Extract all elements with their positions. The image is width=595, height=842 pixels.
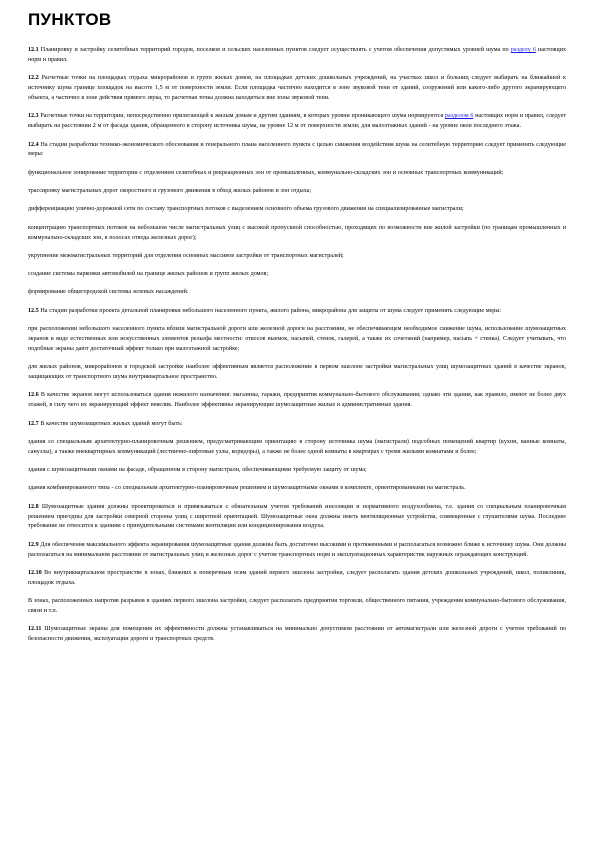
list-item-street-network: дифференциацию улично-дорожной сети по составу транспортных потоков с выделением основного объема грузового движения на специализированные магистрали;: [28, 206, 464, 213]
clause-number: 12.10: [28, 569, 42, 576]
paragraph-text: Планировку и застройку селитебных территорий городов, поселков и сельских населенных пунктов следует осуществлять с учетом обеспечения допустимых уровней шума по: [38, 47, 511, 53]
paragraph-text: настоящих норм и правил.: [28, 47, 566, 63]
section-6-link[interactable]: разделу 6: [510, 47, 536, 53]
paragraph-12-1: [28, 46, 566, 66]
paragraph-12-8: [28, 503, 566, 533]
paragraph-12-10: [28, 569, 566, 589]
clause-number: 12.3: [28, 113, 39, 120]
list-item-combined-type: здания комбинированного типа - со специальным архитектурно-планировочным решением и шумозащитными окнами в комплекте, ориентированными на магистраль.: [28, 485, 466, 492]
list-item-residential-districts: для жилых районов, микрорайонов в городской застройке наиболее эффективным является расположение в первом эшелоне застройки магистральных улиц шумозащитных зданий в качестве экранов, защищающих от транспортного шума внутриквартальное пространство.: [28, 364, 566, 381]
clause-number: 12.11: [28, 626, 42, 633]
paragraph-text: На стадии разработки технико-экономического обоснования и генерального плана населенного пункта с целью снижения воздействия шума на селитебную территорию следует применять следующие меры:: [28, 141, 566, 158]
paragraph-text: В качестве экранов могут использоваться здания нежилого назначения: магазины, гаражи, предприятия коммунально-бытового обслуживания; однако эти здания, как правило, имеют не более двух этажей, в силу чего их экранирующий эффект невелик. Наиболее эффективны экранирующие шумозащитные жилые и административные здания.: [28, 392, 566, 409]
clause-number: 12.5: [28, 307, 39, 314]
list-item-small-settlement: при расположении небольшого населенного пункта вблизи магистральной дороги или железной дороги на расстоянии, не обеспечивающем необходимое снижение шума, использование шумозащитных экранов в виде естественных или искусственных элементов рельефа местности: откосов выемок, насыпей, стенок, галерей, а также их сочетаний (например, насыпь + стенка). Следует учитывать, что подобные экраны дают достаточный эффект только при малоэтажной застройке;: [28, 326, 566, 352]
list-item-parking: создание системы парковки автомобилей на границе жилых районов и групп жилых домов;: [28, 271, 269, 278]
paragraph-text: В качестве шумозащитных жилых зданий могут быть:: [38, 420, 183, 427]
clause-number: 12.7: [28, 420, 39, 427]
paragraph-gaps-zones: В зонах, расположенных напротив разрывов в зданиях первого эшелона застройки, следует располагать предприятия торговли, общественного питания, учреждения коммунально-бытового обслуживания, связи и т.п.: [28, 598, 566, 615]
list-item-green-spaces: формирование общегородской системы зеленых насаждений.: [28, 289, 189, 296]
clause-number: 12.2: [28, 75, 39, 82]
paragraph-12-9: [28, 541, 566, 561]
paragraph-12-6: [28, 391, 566, 411]
paragraph-text: настоящих норм и правил, следует выбирать на расстоянии 2 м от фасада здания, обращенного в сторону источника шума, на уровне 12 м от поверхности земли; для малоэтажных зданий - на уровне окон последнего этажа.: [28, 113, 566, 130]
clause-number: 12.9: [28, 541, 39, 548]
list-item-special-layout: здания со специальным архитектурно-планировочным решением, предусматривающим ориентацию в сторону источника шума (магистрали) подсобных помещений квартир (кухни, ванные комнаты, санузлы), а также внеквартирных коммуникаций (лестнично-лифтовые узлы, коридоры), а также не более одной комнаты в квартирах с тремя жилыми комнатами и более;: [28, 438, 566, 455]
section-6-link[interactable]: разделом 6: [444, 113, 474, 120]
clause-number: 12.6: [28, 392, 39, 399]
page-title: ПУНКТОВ: [28, 10, 112, 29]
paragraph-12-2: [28, 74, 566, 104]
clause-number: 12.1: [28, 47, 39, 53]
paragraph-text: Расчетные точки на площадках отдыха микрорайонов и групп жилых домов, на площадках детских дошкольных учреждений, на участках школ и больниц следует выбирать на ближайшей к источнику шума границе площадок на высоте 1,5 м от поверхности земли. Если площадка частично находится в зоне звуковой тени от зданий, сооружений или какого-либо другого экранирующего объекта, а частично в зоне действия прямого звука, то расчетная точка должна находиться вне зоны звуковой тени.: [28, 75, 566, 102]
paragraph-12-5: [28, 307, 566, 317]
paragraph-text: Во внутриквартальном пространстве в зонах, ближних к поперечным осям зданий первого эшелона застройки, следует располагать здания детских дошкольных учреждений, школ, поликлиник, площадок отдыха.: [28, 569, 566, 586]
paragraph-12-4: [28, 141, 566, 161]
clause-number: 12.4: [28, 141, 39, 148]
list-item-enlargement: укрупнение межмагистральных территорий для отделения основных массивов застройки от транспортных магистралей;: [28, 252, 344, 259]
paragraph-12-7: [28, 420, 566, 430]
list-item-bypass: трассировку магистральных дорог скоростного и грузового движения в обход жилых районов и зон отдыха;: [28, 188, 312, 195]
list-item-zoning: функциональное зонирование территории с отделением селитебных и рекреационных зон от промышленных, коммунально-складских зон и основных транспортных коммуникаций;: [28, 169, 504, 176]
paragraph-text: На стадии разработки проекта детальной планировки небольшого населенного пункта, жилого района, микрорайона для защиты от шума следует применять следующие меры:: [38, 307, 502, 314]
document-body: [28, 46, 566, 654]
paragraph-text: Шумозащитные экраны для помещения их эффективности должны устанавливаться на минимально допустимом расстоянии от автомагистрали или железной дороги с учетом требований по безопасности движения, эксплуатации дороги и транспортных средств.: [28, 626, 566, 643]
paragraph-text: Шумозащитные здания должны проектироваться и привязываться с обязательным учетом требований инсоляции и нормативного воздухообмена, т.е. здания со специальным планировочным решением пригодны для застройки северной стороны улиц с широтной ориентацией. Шумозащитные окна должны иметь вентиляционные устройства, совмещенные с глушителями шума. Последнее требование не относится к зданиям с принудительными системами вентиляции или кондиционирования воздуха.: [28, 503, 566, 530]
paragraph-12-3: [28, 112, 566, 132]
paragraph-text: Для обеспечения максимального эффекта экранирования шумозащитные здания должны быть достаточно высокими и протяженными и располагаться возможно ближе к источнику шума. Они должны располагаться на минимальном расстоянии от магистральных улиц и железных дорог с учетом транспортных норм и эксплуатационных характеристик наружных ограждающих конструкций.: [28, 541, 566, 558]
list-item-noise-windows: здания с шумозащитными окнами на фасаде, обращенном в сторону магистрали, обеспечивающими требуемую защиту от шума;: [28, 467, 367, 474]
paragraph-text: Расчетные точки на территории, непосредственно прилегающей к жилым домам и другим зданиям, в которых уровни проникающего шума нормируются: [38, 113, 445, 120]
list-item-traffic-concentration: концентрацию транспортных потоков на небольшом числе магистральных улиц с высокой пропускной способностью, проходящих по возможности вне жилой застройки (по границам промышленных и коммунально-складских зон, в полосах отвода железных дорог);: [28, 224, 566, 241]
paragraph-12-11: [28, 625, 566, 645]
clause-number: 12.8: [28, 503, 39, 510]
